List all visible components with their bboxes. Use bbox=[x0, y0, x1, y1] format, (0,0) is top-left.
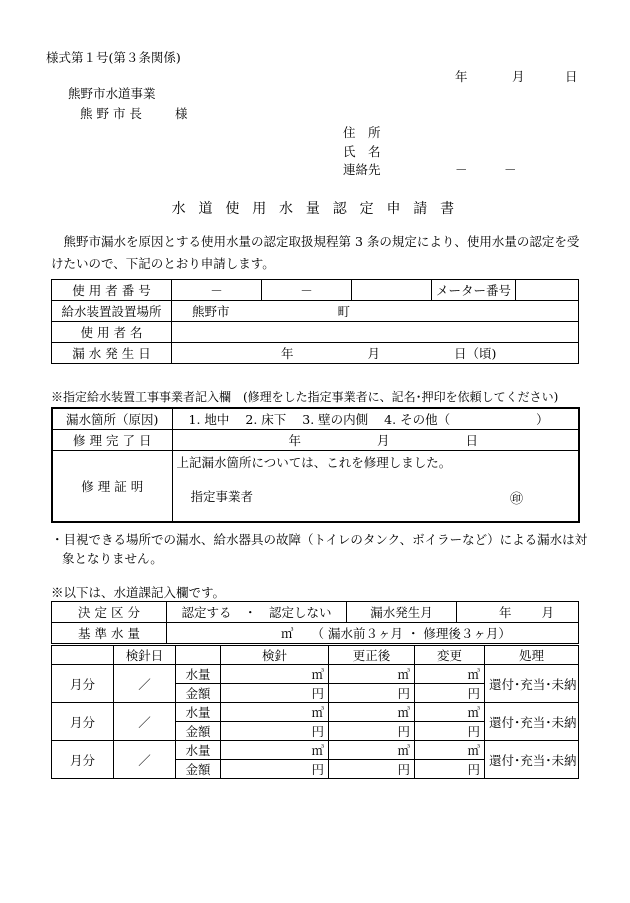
repair-date-label: 修 理 完 了 日 bbox=[52, 430, 172, 451]
row-reading-date[interactable]: ／ bbox=[114, 703, 176, 741]
row-corrected-amount[interactable]: 円 bbox=[329, 722, 415, 741]
user-name-field[interactable] bbox=[172, 322, 579, 343]
leak-month-field[interactable] bbox=[457, 602, 579, 623]
row-reading-volume[interactable]: ㎥ bbox=[221, 665, 329, 684]
row-corrected-volume[interactable]: ㎥ bbox=[329, 703, 415, 722]
row-corrected-volume[interactable]: ㎥ bbox=[329, 741, 415, 760]
row-process[interactable]: 還付･充当･未納 bbox=[485, 703, 579, 741]
date-year: 年 bbox=[455, 69, 468, 84]
row-reading-date[interactable]: ／ bbox=[114, 741, 176, 779]
row-amount-label: 金額 bbox=[176, 760, 221, 779]
seal-mark: ㊞ bbox=[509, 492, 523, 507]
date-month: 月 bbox=[512, 69, 525, 84]
row-corrected-volume[interactable]: ㎥ bbox=[329, 665, 415, 684]
table-row bbox=[52, 741, 579, 760]
header-reading: 検針 bbox=[221, 646, 329, 665]
option-underfloor[interactable]: 2. 床下 bbox=[245, 412, 287, 427]
row-month[interactable]: 月分 bbox=[52, 741, 114, 779]
option-other-close: ） bbox=[536, 412, 549, 427]
leak-date-label: 漏 水 発 生 日 bbox=[52, 343, 172, 364]
addressee-line2: 熊 野 市 長 bbox=[80, 106, 142, 121]
repair-year: 年 bbox=[288, 433, 302, 448]
office-table bbox=[51, 601, 579, 644]
header-blank-1 bbox=[52, 646, 114, 665]
header-corrected: 更正後 bbox=[329, 646, 415, 665]
name-label: 氏 名 bbox=[343, 144, 381, 159]
option-underground[interactable]: 1. 地中 bbox=[188, 412, 230, 427]
row-process[interactable]: 還付･充当･未納 bbox=[485, 741, 579, 779]
town-suffix: 町 bbox=[337, 304, 351, 319]
footnote-line1: ・目視できる場所での漏水、給水器具の故障（トイレのタンク、ボイラーなど）による漏水は対 bbox=[51, 532, 588, 547]
user-number-sep2[interactable]: － bbox=[262, 280, 352, 301]
standard-unit: ㎥ bbox=[281, 626, 294, 641]
option-inside-wall[interactable]: 3. 壁の内側 bbox=[302, 412, 369, 427]
header-reading-date: 検針日 bbox=[114, 646, 176, 665]
user-number-label: 使 用 者 番 号 bbox=[52, 280, 172, 301]
date-day: 日 bbox=[565, 69, 578, 84]
row-reading-volume[interactable]: ㎥ bbox=[221, 703, 329, 722]
standard-note: （ 漏水前３ヶ月 ・ 修理後３ヶ月） bbox=[311, 626, 511, 641]
row-volume-label: 水量 bbox=[176, 703, 221, 722]
user-number-sep1[interactable]: － bbox=[172, 280, 262, 301]
meter-number-field[interactable] bbox=[516, 280, 579, 301]
row-month[interactable]: 月分 bbox=[52, 703, 114, 741]
leak-year: 年 bbox=[281, 346, 294, 361]
contractor-table bbox=[51, 407, 580, 523]
row-change-volume[interactable]: ㎥ bbox=[415, 741, 485, 760]
option-other[interactable]: 4. その他（ bbox=[384, 412, 451, 427]
row-reading-amount[interactable]: 円 bbox=[221, 684, 329, 703]
header-process: 処理 bbox=[485, 646, 579, 665]
leak-location-options[interactable] bbox=[172, 408, 579, 430]
user-number-tail[interactable] bbox=[352, 280, 432, 301]
row-month[interactable]: 月分 bbox=[52, 665, 114, 703]
addressee-line1: 熊野市水道事業 bbox=[68, 86, 156, 101]
row-reading-date[interactable]: ／ bbox=[114, 665, 176, 703]
repair-date-field[interactable] bbox=[172, 430, 579, 451]
footnote-line2: 象となりません。 bbox=[62, 551, 163, 566]
location-label: 給水装置設置場所 bbox=[52, 301, 172, 322]
row-corrected-amount[interactable]: 円 bbox=[329, 760, 415, 779]
certificate-field[interactable] bbox=[172, 451, 579, 523]
row-reading-amount[interactable]: 円 bbox=[221, 760, 329, 779]
row-amount-label: 金額 bbox=[176, 684, 221, 703]
meter-number-label: メーター番号 bbox=[432, 280, 516, 301]
table-row bbox=[52, 665, 579, 684]
row-change-amount[interactable]: 円 bbox=[415, 684, 485, 703]
row-volume-label: 水量 bbox=[176, 741, 221, 760]
meter-table bbox=[51, 645, 579, 779]
document-title: 水 道 使 用 水 量 認 定 申 請 書 bbox=[171, 201, 459, 217]
header-blank-2 bbox=[176, 646, 221, 665]
row-volume-label: 水量 bbox=[176, 665, 221, 684]
office-leak-year: 年 bbox=[499, 605, 512, 620]
form-number: 様式第１号(第３条関係) bbox=[46, 50, 181, 65]
standard-field[interactable] bbox=[167, 623, 579, 644]
office-leak-month: 月 bbox=[541, 605, 555, 620]
row-amount-label: 金額 bbox=[176, 722, 221, 741]
leak-location-label: 漏水箇所（原因) bbox=[52, 408, 172, 430]
designated-label: 指定事業者 bbox=[190, 489, 254, 504]
row-reading-volume[interactable]: ㎥ bbox=[221, 741, 329, 760]
leak-month: 月 bbox=[367, 346, 381, 361]
standard-label: 基 準 水 量 bbox=[52, 623, 167, 644]
contact-sep1: － bbox=[455, 162, 468, 177]
certificate-text: 上記漏水箇所については、これを修理しました。 bbox=[176, 455, 452, 470]
intro-paragraph: 熊野市漏水を原因とする使用水量の認定取扱規程第 3 条の規定により、使用水量の認定を受けたいので、下記のとおり申請します。 bbox=[51, 234, 580, 271]
decision-options[interactable]: 認定する ・ 認定しない bbox=[167, 602, 347, 623]
row-change-volume[interactable]: ㎥ bbox=[415, 703, 485, 722]
location-field[interactable] bbox=[172, 301, 579, 322]
applicant-table bbox=[51, 279, 579, 364]
row-change-volume[interactable]: ㎥ bbox=[415, 665, 485, 684]
addressee-honorific: 様 bbox=[175, 106, 188, 121]
address-label: 住 所 bbox=[343, 125, 381, 140]
leak-day: 日（頃) bbox=[454, 346, 497, 361]
office-note: ※以下は、水道課記入欄です。 bbox=[51, 585, 226, 600]
contact-sep2: － bbox=[504, 162, 517, 177]
repair-day: 日 bbox=[465, 433, 479, 448]
header-change: 変更 bbox=[415, 646, 485, 665]
leak-month-label: 漏水発生月 bbox=[347, 602, 457, 623]
user-name-label: 使 用 者 名 bbox=[52, 322, 172, 343]
city-name: 熊野市 bbox=[192, 304, 230, 319]
table-row bbox=[52, 703, 579, 722]
contact-label: 連絡先 bbox=[343, 162, 381, 177]
decision-label: 決 定 区 分 bbox=[52, 602, 167, 623]
leak-date-field[interactable] bbox=[172, 343, 579, 364]
row-change-amount[interactable]: 円 bbox=[415, 760, 485, 779]
contractor-note: ※指定給水装置工事事業者記入欄 (修理をした指定事業者に、記名･押印を依頼してください) bbox=[51, 390, 559, 404]
certificate-label: 修 理 証 明 bbox=[52, 451, 172, 523]
row-process[interactable]: 還付･充当･未納 bbox=[485, 665, 579, 703]
row-reading-amount[interactable]: 円 bbox=[221, 722, 329, 741]
row-corrected-amount[interactable]: 円 bbox=[329, 684, 415, 703]
repair-month: 月 bbox=[377, 433, 390, 448]
row-change-amount[interactable]: 円 bbox=[415, 722, 485, 741]
